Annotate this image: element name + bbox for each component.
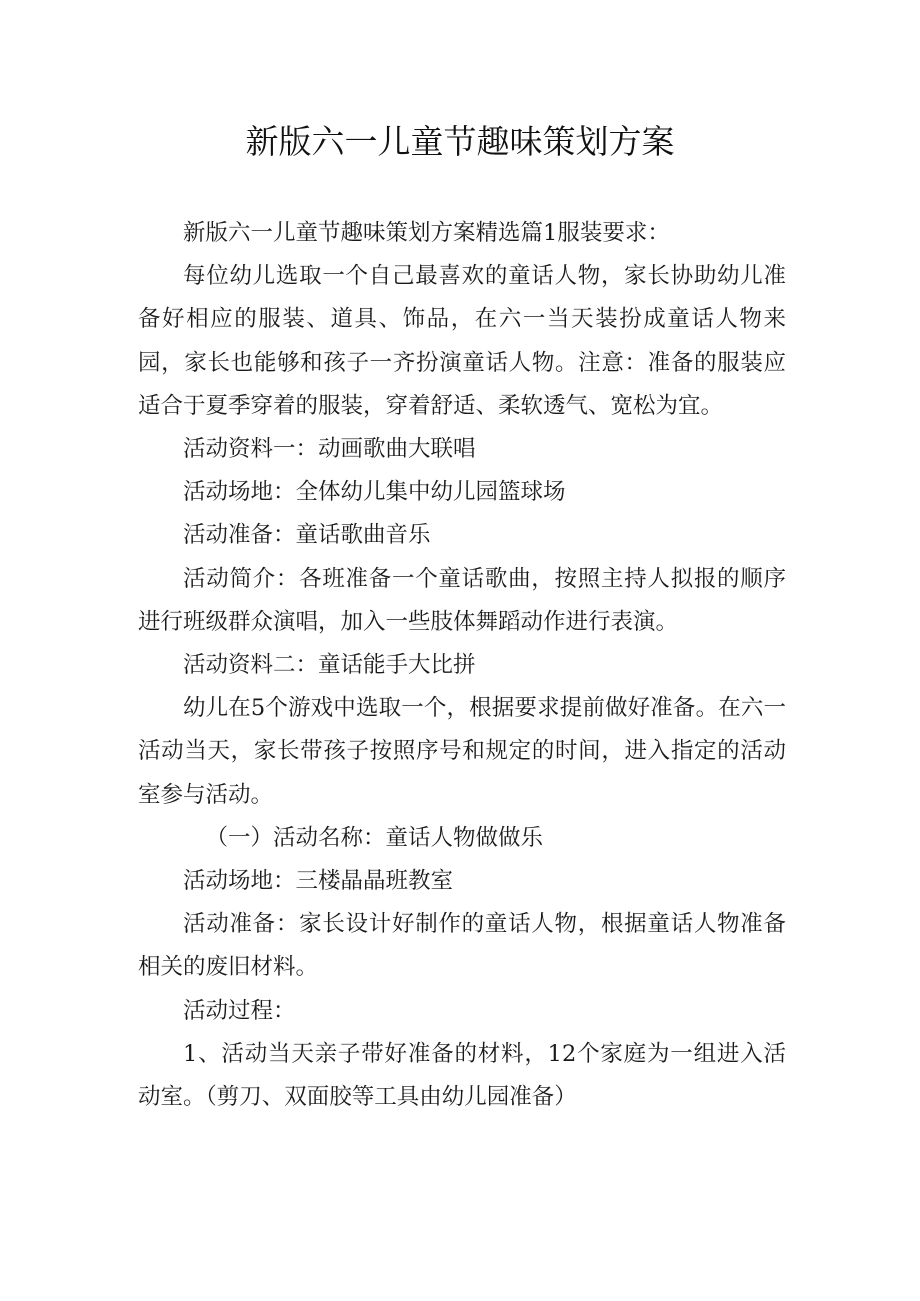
paragraph: 每位幼儿选取一个自己最喜欢的童话人物，家长协助幼儿准备好相应的服装、道具、饰品，在六一当天装扮成童话人物来园，家长也能够和孩子一齐扮演童话人物。注意：准备的服装应适合于夏季穿着的服装，穿着舒适、柔软透气、宽松为宜。 bbox=[138, 263, 786, 419]
paragraph: 新版六一儿童节趣味策划方案精选篇1服装要求： bbox=[183, 220, 670, 246]
paragraph: 1、活动当天亲子带好准备的材料，12个家庭为一组进入活动室。（剪刀、双面胶等工具由幼儿园准备） bbox=[138, 1040, 786, 1111]
paragraph: 活动资料一：动画歌曲大联唱 bbox=[183, 436, 476, 463]
paragraph: （一）活动名称：童话人物做做乐 bbox=[205, 824, 544, 851]
paragraph: 活动资料二：童话能手大比拼 bbox=[183, 652, 476, 679]
paragraph: 活动过程： bbox=[183, 997, 296, 1024]
paragraph: 活动简介：各班准备一个童话歌曲，按照主持人拟报的顺序进行班级群众演唱，加入一些肢体舞蹈动作进行表演。 bbox=[138, 565, 786, 635]
paragraph: 活动场地：全体幼儿集中幼儿园篮球场 bbox=[183, 479, 566, 506]
document-title: 新版六一儿童节趣味策划方案 bbox=[245, 122, 675, 161]
document-body bbox=[138, 212, 786, 1119]
paragraph: 幼儿在5个游戏中选取一个，根据要求提前做好准备。在六一活动当天，家长带孩子按照序号和规定的时间，进入指定的活动室参与活动。 bbox=[138, 695, 786, 808]
paragraph: 活动场地：三楼晶晶班教室 bbox=[183, 868, 454, 895]
paragraph: 活动准备：家长设计好制作的童话人物，根据童话人物准备相关的废旧材料。 bbox=[138, 911, 786, 981]
paragraph: 活动准备：童话歌曲音乐 bbox=[183, 522, 431, 549]
